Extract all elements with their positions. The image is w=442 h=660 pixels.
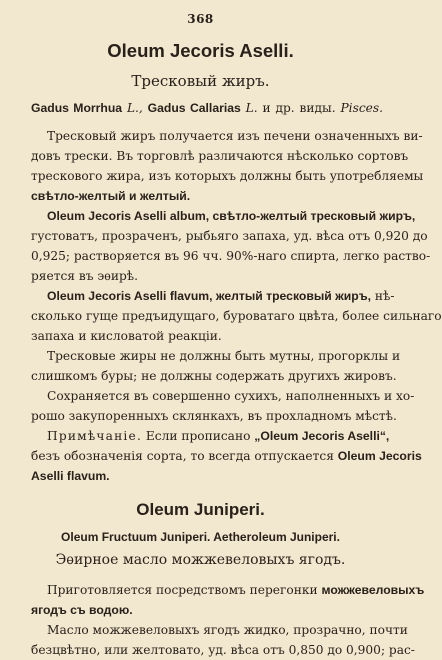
text-line: Сохраняется въ совершенно сухихъ, наполненныхъ и хо- [47, 389, 415, 403]
text-line: ряется въ эѳирѣ. [31, 269, 139, 283]
text-line: Примѣчаніе. Если прописано „Oleum Jecoris Aselli“, [47, 429, 390, 443]
text-line: Тресковые жиры не должны быть мутны, прогорклы и [47, 349, 401, 363]
source-line: Gadus Morrhua L., Gadus Callarias L. и др. виды. Pisces. [31, 101, 384, 115]
text-line: трескового жира, изъ которыхъ должны быть употребляемы [31, 169, 424, 183]
section-title-oleum-jecoris-aselli: Oleum Jecoris Aselli. [107, 40, 294, 61]
section-subtitle-cod-liver-oil: Тресковый жиръ. [131, 72, 270, 90]
text-line: довъ трески. Въ торговлѣ различаются нѣсколько сортовъ [31, 149, 409, 163]
page-number: 368 [187, 12, 214, 26]
text-line: Aselli flavum. [31, 469, 110, 483]
text-line: безъ обозначенія сорта, то всегда отпускается Oleum Jecoris [31, 449, 422, 463]
section-alt-names: Oleum Fructuum Juniperi. Aetheroleum Juniperi. [61, 530, 340, 544]
text-line: Масло можжевеловыхъ ягодъ жидко, прозрачно, почти [47, 623, 408, 637]
text-line: слишкомъ буры; не должны содержать другихъ жировъ. [31, 369, 397, 383]
text-line: 0,925; растворяется въ 96 чч. 90%-наго спирта, легко раство- [31, 249, 431, 263]
text-line: Тресковый жиръ получается изъ печени означенныхъ ви- [47, 129, 423, 143]
text-line: Oleum Jecoris Aselli album, свѣтло-желтый тресковый жиръ, [47, 209, 416, 223]
text-line: Oleum Jecoris Aselli flavum, желтый тресковый жиръ, нѣ- [47, 289, 395, 303]
section-subtitle-juniper-oil: Эѳирное масло можжевеловыхъ ягодъ. [55, 552, 346, 568]
text-line: ягодъ съ водою. [31, 603, 133, 617]
section-title-oleum-juniperi: Oleum Juniperi. [136, 500, 265, 519]
text-line: рошо закупоренныхъ склянкахъ, въ прохладномъ мѣстѣ. [31, 409, 397, 423]
text-line: безцвѣтно, или желтовато, уд. вѣса отъ 0,850 до 0,900; рас- [31, 643, 415, 657]
text-line: свѣтло-желтый и желтый. [31, 189, 191, 203]
text-line: Приготовляется посредствомъ перегонки можжевеловыхъ [47, 583, 425, 597]
text-line: запаха и кисловатой реакціи. [31, 329, 222, 343]
text-line: сколько гуще предъидущаго, буроватаго цвѣта, более сильнаго [31, 309, 442, 323]
text-line: густоватъ, прозраченъ, рыбьяго запаха, уд. вѣса отъ 0,920 до [31, 229, 428, 243]
